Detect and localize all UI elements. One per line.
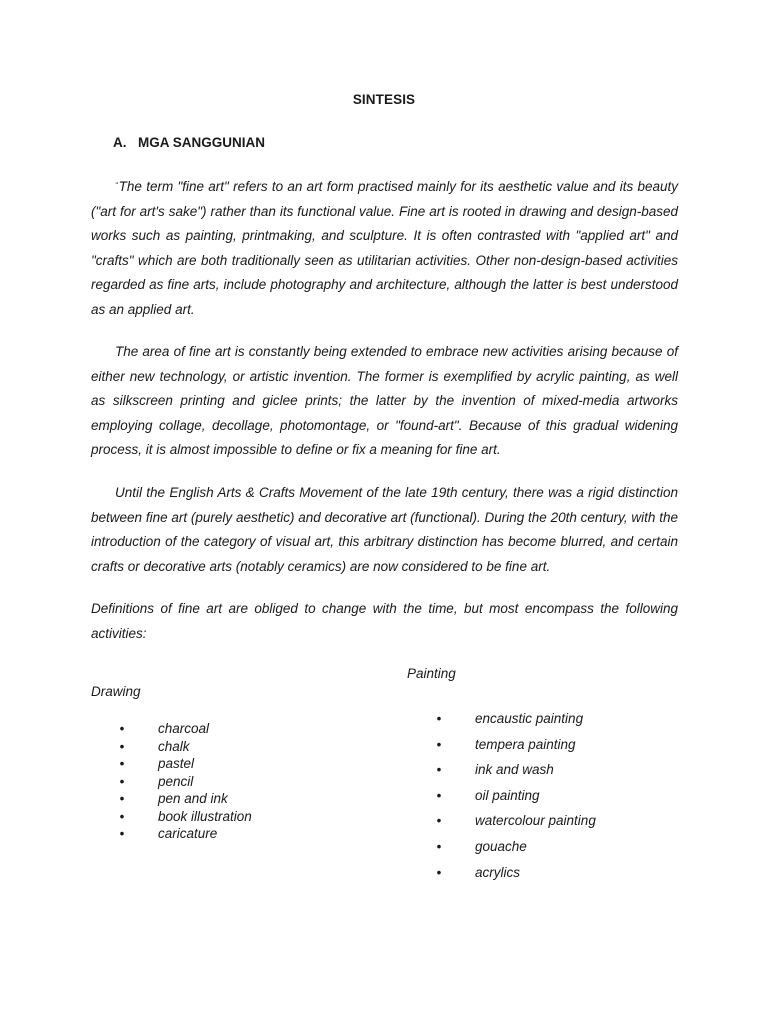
list-item-label: acrylics — [475, 864, 521, 880]
bullet-icon: • — [436, 864, 442, 880]
drawing-heading: Drawing — [91, 684, 141, 699]
paragraph-fine-art-extension — [91, 340, 678, 463]
paragraph-text: Until the English Arts & Crafts Movement of the late 19th century, there was a rigid distinction between fine art (purely aesthetic) and decorative art (functional). During the 20th century, with the introduction of the category of visual art, this arbitrary distinction has become blurred, and certain crafts or decorative arts (notably ceramics) are now considered to be fine art. — [91, 485, 678, 574]
list-item — [429, 736, 596, 762]
painting-heading: Painting — [407, 666, 456, 681]
paragraph-arts-crafts-movement — [91, 481, 678, 579]
section-heading — [113, 135, 265, 150]
bullet-icon: • — [436, 787, 442, 803]
bullet-icon: • — [119, 738, 125, 754]
bullet-icon: • — [436, 762, 442, 778]
paragraph-text: The term "fine art" refers to an art form practised mainly for its aesthetic value and its beauty ("art for art's sake") rather than its functional value. Fine art is rooted in drawing and design-based works such as painting, printmaking, and sculpture. It is often contrasted with "applied art" and "crafts" which are both traditionally seen as utilitarian activities. Other non-design-based activities regarded as fine arts, include photography and architecture, although the latter is best understood as an applied art. — [91, 179, 678, 317]
paragraph-text: Definitions of fine art are obliged to change with the time, but most encompass the following activities: — [91, 601, 678, 641]
bullet-icon: • — [119, 808, 125, 824]
list-item-label: caricature — [158, 826, 218, 841]
list-item — [112, 720, 252, 738]
section-heading-text: MGA SANGGUNIAN — [138, 135, 265, 150]
list-item-label: watercolour painting — [475, 813, 596, 829]
list-item-label: pastel — [158, 756, 195, 771]
list-item-label: chalk — [158, 738, 190, 754]
list-item-label: book illustration — [158, 808, 252, 824]
list-item-label: pen and ink — [158, 791, 228, 806]
list-item — [429, 787, 596, 813]
list-item — [429, 864, 596, 890]
list-item-label: charcoal — [158, 721, 210, 736]
list-item — [112, 825, 252, 843]
bullet-icon: • — [119, 826, 125, 841]
bullet-icon: • — [119, 791, 125, 806]
list-item — [429, 761, 596, 787]
bullet-icon: • — [119, 721, 125, 736]
bullet-icon: • — [436, 838, 442, 854]
bullet-icon: • — [436, 711, 442, 726]
list-item-label: oil painting — [475, 787, 540, 803]
drawing-list — [112, 720, 252, 843]
paragraph-definitions — [91, 597, 678, 646]
page-title: SINTESIS — [352, 92, 416, 107]
bullet-icon: • — [436, 813, 442, 829]
paragraph-fine-art-definition — [91, 174, 678, 322]
bullet-icon: • — [119, 773, 125, 789]
list-item — [429, 710, 596, 736]
list-item — [112, 790, 252, 808]
list-item-label: pencil — [158, 773, 194, 789]
list-item-label: gouache — [475, 838, 527, 854]
section-letter: A. — [113, 135, 127, 150]
list-item-label: ink and wash — [475, 762, 554, 778]
list-item-label: encaustic painting — [475, 711, 584, 726]
list-item — [112, 808, 252, 826]
list-item-label: tempera painting — [475, 736, 576, 752]
list-item — [112, 755, 252, 773]
quote-mark: “ — [115, 181, 118, 190]
list-item — [429, 812, 596, 838]
bullet-icon: • — [119, 756, 125, 771]
list-item — [112, 773, 252, 791]
painting-list — [429, 710, 596, 889]
paragraph-text: The area of fine art is constantly being extended to embrace new activities arising because of either new technology, or artistic invention. The former is exemplified by acrylic painting, as well as silkscreen printing and giclee prints; the latter by the invention of mixed-media artworks employing collage, decollage, photomontage, or "found-art". Because of this gradual widening process, it is almost impossible to define or fix a meaning for fine art. — [91, 344, 678, 457]
list-item — [112, 738, 252, 756]
bullet-icon: • — [436, 736, 442, 752]
list-item — [429, 838, 596, 864]
